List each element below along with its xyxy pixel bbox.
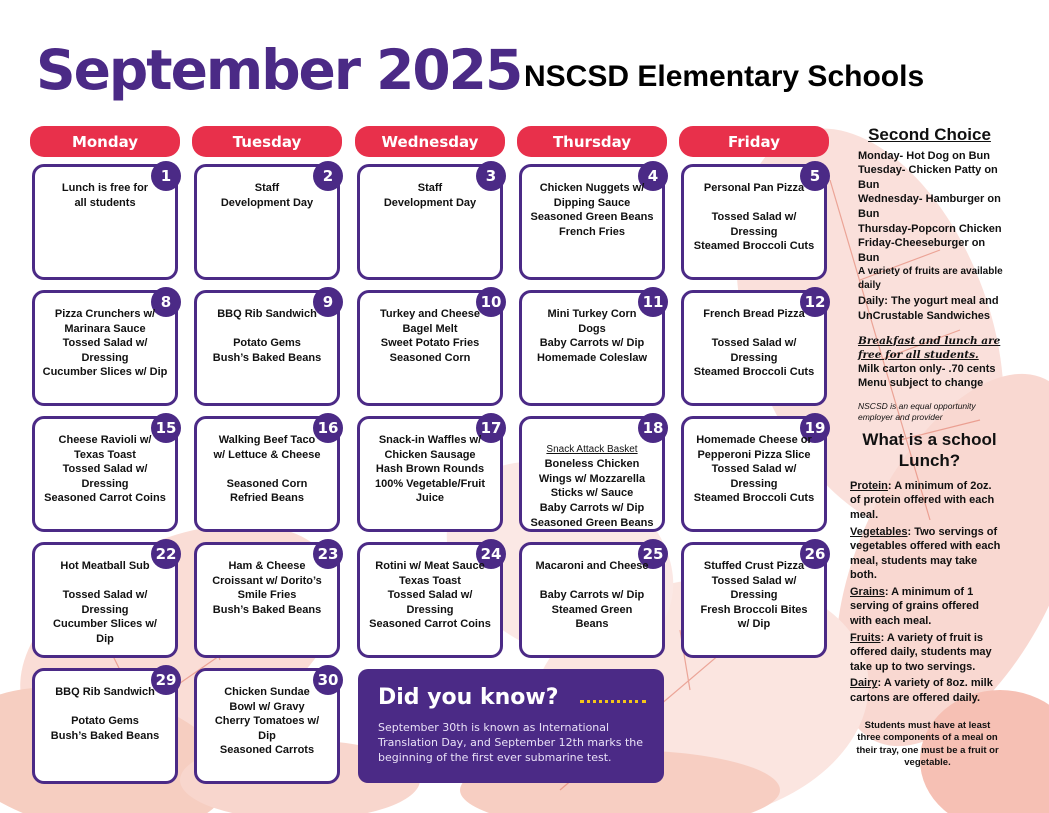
did-you-know-heading [378,685,646,710]
component-label: Protein [850,479,888,492]
calendar-day-cell [357,164,503,280]
weekday-header-wednesday: Wednesday [355,126,505,157]
day-menu: BBQ Rib Sandwich Potato Gems Bush’s Baked Beans [50,686,160,742]
day-menu: Snack-in Waffles w/ Chicken Sausage Hash Brown Rounds 100% Vegetable/Fruit Juice [374,434,486,505]
meal-requirement-note: Students must have at least three components of a meal on their tray, one must be a fruit or vegetable. [856,719,999,769]
day-menu: Staff Development Day [220,182,314,209]
component-text: : A minimum of 1 serving of grains offered with each meal. [850,585,979,628]
day-menu: Boneless Chicken Wings w/ Mozzarella Sticks w/ Sauce Baby Carrots w/ Dip Seasoned Green Beans [530,458,654,529]
info-sidebar [848,125,1003,770]
day-number-badge: 24 [476,539,506,569]
calendar-day-cell [32,668,178,784]
day-menu: Macaroni and Cheese Baby Carrots w/ Dip Steamed Green Beans [535,560,649,631]
component-fruits [848,631,1003,675]
component-protein [848,479,1003,523]
day-menu: Personal Pan Pizza Tossed Salad w/ Dressing Steamed Broccoli Cuts [693,182,815,253]
day-number-badge: 4 [638,161,668,191]
day-number-badge: 15 [151,413,181,443]
day-menu: BBQ Rib Sandwich Potato Gems Bush’s Baked Beans [212,308,322,364]
calendar-day-cell [519,416,665,532]
second-choice-friday: Friday-Cheeseburger on Bun [858,237,986,264]
menu-change-note: Menu subject to change [858,377,984,390]
weekday-header-thursday: Thursday [517,126,667,157]
did-you-know-title: Did you know? [378,685,559,710]
day-number-badge: 9 [313,287,343,317]
calendar-day-cell [681,164,827,280]
school-title: NSCSD Elementary Schools [524,60,925,93]
day-number-badge: 22 [151,539,181,569]
day-menu: Chicken Sundae Bowl w/ Gravy Cherry Tomatoes w/ Dip Seasoned Carrots [214,686,320,757]
calendar-day-cell [194,668,340,784]
calendar-day-cell [357,542,503,658]
day-menu: Turkey and Cheese Bagel Melt Sweet Potato Fries Seasoned Corn [379,308,481,364]
calendar-day-cell [194,290,340,406]
day-menu: Staff Development Day [383,182,477,209]
component-text: : A minimum of 2oz. of protein offered with each meal. [850,479,995,521]
component-text: : A variety of 8oz. milk cartons are offered daily. [850,677,993,705]
component-label: Grains [850,585,885,598]
day-menu: Ham & Cheese Croissant w/ Dorito’s Smile Fries Bush’s Baked Beans [212,560,322,616]
day-menu: Walking Beef Taco w/ Lettuce & Cheese Seasoned Corn Refried Beans [213,434,321,505]
day-number-badge: 5 [800,161,830,191]
day-menu: Hot Meatball Sub Tossed Salad w/ Dressing Cucumber Slices w/ Dip [53,560,157,645]
milk-note: Milk carton only- .70 cents [858,362,996,375]
calendar-day-cell [32,416,178,532]
second-choice-title: Second Choice [868,125,991,144]
component-text: : Two servings of vegetables offered with each meal, students may take both. [850,525,1001,582]
weekday-header-monday: Monday [30,126,180,157]
calendar-day-cell [32,290,178,406]
dotted-divider [580,700,646,703]
calendar-day-cell [519,542,665,658]
calendar-day-cell [519,164,665,280]
daily-note: Daily: The yogurt meal and UnCrustable Sandwiches [858,295,999,322]
second-choice-tuesday: Tuesday- Chicken Patty on Bun [858,164,998,191]
component-grains [848,585,1003,629]
weekday-header-tuesday: Tuesday [192,126,342,157]
day-menu-block [528,427,656,545]
day-number-badge: 26 [800,539,830,569]
component-label: Vegetables [850,525,908,538]
day-menu: Stuffed Crust Pizza Tossed Salad w/ Dressing Fresh Broccoli Bites w/ Dip [700,560,808,631]
calendar-day-cell [519,290,665,406]
calendar-day-cell [32,164,178,280]
day-number-badge: 2 [313,161,343,191]
calendar-day-cell [681,290,827,406]
day-number-badge: 1 [151,161,181,191]
component-text: : A variety of fruit is offered daily, students may take up to two servings. [850,631,992,673]
calendar-day-cell [194,164,340,280]
day-number-badge: 10 [476,287,506,317]
calendar-day-cell [357,290,503,406]
day-number-badge: 11 [638,287,668,317]
day-number-badge: 25 [638,539,668,569]
day-number-badge: 16 [313,413,343,443]
day-number-badge: 29 [151,665,181,695]
snack-attack-label: Snack Attack Basket [546,443,638,455]
component-dairy [848,676,1003,705]
second-choice-wednesday: Wednesday- Hamburger on Bun [858,193,1001,220]
did-you-know-body: September 30th is known as International Translation Day, and September 12th marks the beginning of the first ever submarine test. [378,721,644,764]
month-title: September 2025 [36,38,522,102]
second-choice-monday: Monday- Hot Dog on Bun [858,149,990,162]
day-number-badge: 17 [476,413,506,443]
calendar-day-cell [357,416,503,532]
day-number-badge: 12 [800,287,830,317]
calendar-day-cell [681,542,827,658]
calendar-day-cell [194,416,340,532]
day-menu: Chicken Nuggets w/ Dipping Sauce Seasoned Green Beans French Fries [530,182,654,238]
day-menu: Rotini w/ Meat Sauce Texas Toast Tossed Salad w/ Dressing Seasoned Carrot Coins [369,560,491,631]
day-menu: Homemade Cheese or Pepperoni Pizza Slice Tossed Salad w/ Dressing Steamed Broccoli Cuts [693,434,815,505]
day-menu: Mini Turkey Corn Dogs Baby Carrots w/ Dip Homemade Coleslaw [536,308,648,364]
day-menu: Pizza Crunchers w/ Marinara Sauce Tossed Salad w/ Dressing Cucumber Slices w/ Dip [42,308,168,379]
fruits-note: A variety of fruits are available daily [858,266,1003,291]
did-you-know-box [358,669,664,783]
day-menu: Cheese Ravioli w/ Texas Toast Tossed Salad w/ Dressing Seasoned Carrot Coins [44,434,166,505]
free-meals-note: Breakfast and lunch are free for all students. [858,334,1001,361]
calendar-day-cell [32,542,178,658]
day-number-badge: 30 [313,665,343,695]
component-label: Fruits [850,631,881,644]
weekday-header-friday: Friday [679,126,829,157]
equal-opportunity-note: NSCSD is an equal opportunity employer and provider [858,400,976,422]
calendar-day-cell [194,542,340,658]
component-vegetables [848,525,1003,583]
school-lunch-title: What is a school Lunch? [862,429,997,470]
day-number-badge: 19 [800,413,830,443]
day-number-badge: 18 [638,413,668,443]
day-number-badge: 8 [151,287,181,317]
day-menu: French Bread Pizza Tossed Salad w/ Dressing Steamed Broccoli Cuts [693,308,815,379]
calendar-day-cell [681,416,827,532]
component-label: Dairy [850,677,878,690]
day-number-badge: 23 [313,539,343,569]
day-menu: Lunch is free for all students [61,182,149,209]
second-choice-thursday: Thursday-Popcorn Chicken [858,222,1002,235]
day-number-badge: 3 [476,161,506,191]
